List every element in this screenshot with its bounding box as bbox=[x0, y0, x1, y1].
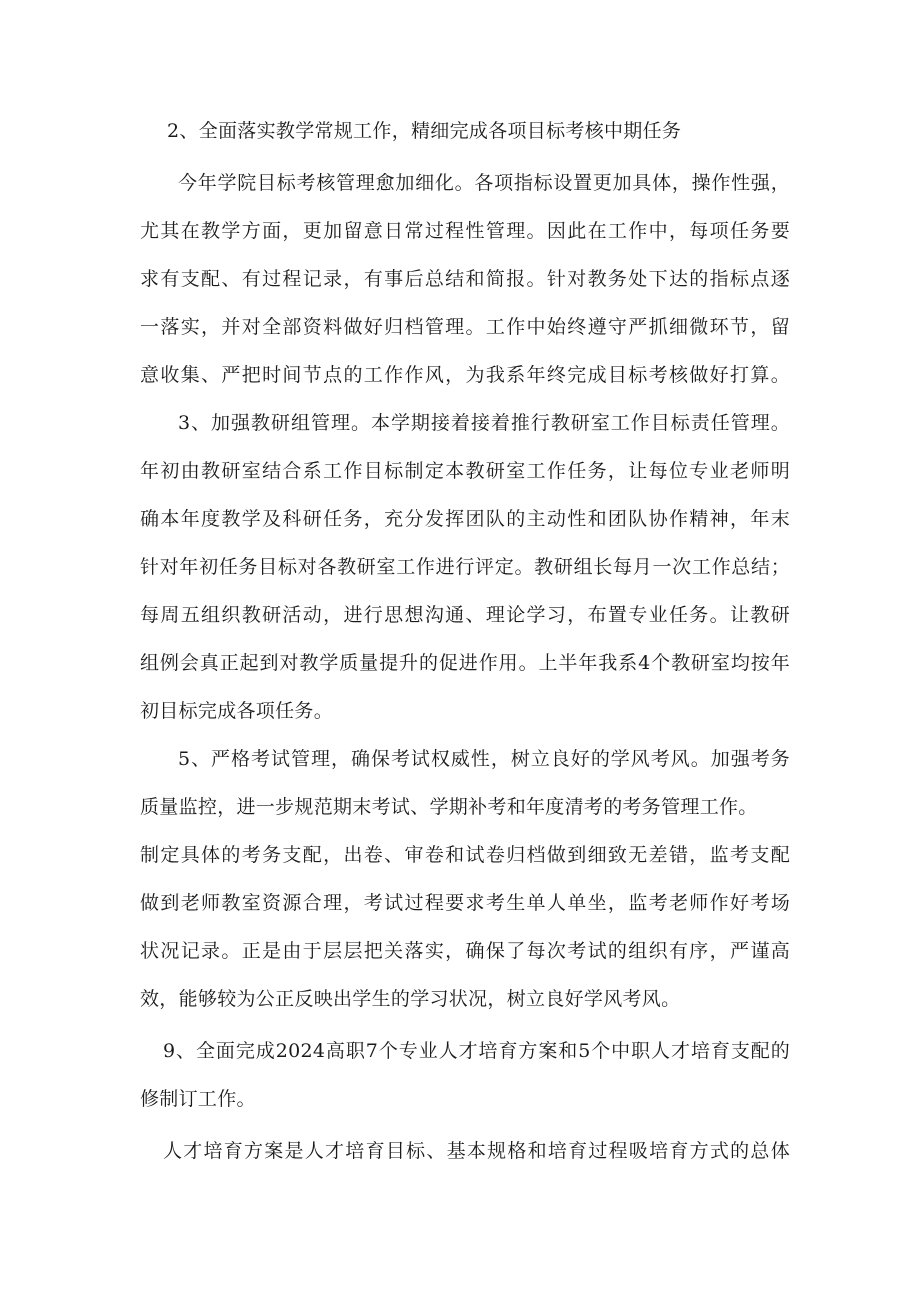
text-line: 组例会真正起到对教学质量提升的促进作用。上半年我系4个教研室均按年 bbox=[140, 652, 790, 674]
text-line: 年初由教研室结合系工作目标制定本教研室工作任务，让每位专业老师明 bbox=[140, 460, 790, 482]
text-line: 今年学院目标考核管理愈加细化。各项指标设置更加具体，操作性强， bbox=[178, 172, 790, 194]
text-line: 状况记录。正是由于层层把关落实，确保了每次考试的组织有序，严谨高 bbox=[140, 940, 790, 962]
text-line: 确本年度教学及科研任务，充分发挥团队的主动性和团队协作精神，年末 bbox=[140, 508, 790, 530]
paragraph-heading: 9、全面完成2024高职7个专业人才培育方案和5个中职人才培育支配的 bbox=[163, 1040, 790, 1062]
text-line: 制定具体的考务支配，出卷、审卷和试卷归档做到细致无差错，监考支配 bbox=[140, 844, 790, 866]
text-line: 意收集、严把时间节点的工作作风，为我系年终完成目标考核做好打算。 bbox=[140, 364, 790, 386]
text-line: 做到老师教室资源合理，考试过程要求考生单人单坐，监考老师作好考场 bbox=[140, 892, 790, 914]
text-line: 尤其在教学方面，更加留意日常过程性管理。因此在工作中，每项任务要 bbox=[140, 220, 790, 242]
text-line: 修制订工作。 bbox=[140, 1088, 256, 1110]
text-line: 效，能够较为公正反映出学生的学习状况，树立良好学风考风。 bbox=[140, 988, 681, 1010]
paragraph-heading: 3、加强教研组管理。本学期接着接着推行教研室工作目标责任管理。 bbox=[178, 412, 790, 434]
text-line: 质量监控，进一步规范期末考试、学期补考和年度清考的考务管理工作。 bbox=[140, 796, 758, 818]
text-line: 人才培育方案是人才培育目标、基本规格和培育过程吸培育方式的总体 bbox=[163, 1140, 790, 1162]
text-line: 一落实，并对全部资料做好归档管理。工作中始终遵守严抓细微环节，留 bbox=[140, 316, 790, 338]
text-line: 每周五组织教研活动，进行思想沟通、理论学习，布置专业任务。让教研 bbox=[140, 604, 790, 626]
text-line: 求有支配、有过程记录，有事后总结和简报。针对教务处下达的指标点逐 bbox=[140, 268, 790, 290]
text-line: 初目标完成各项任务。 bbox=[140, 700, 334, 722]
text-line: 针对年初任务目标对各教研室工作进行评定。教研组长每月一次工作总结； bbox=[140, 556, 790, 578]
paragraph-heading: 5、严格考试管理，确保考试权威性，树立良好的学风考风。加强考务 bbox=[178, 748, 790, 770]
paragraph-heading: 2、全面落实教学常规工作，精细完成各项目标考核中期任务 bbox=[167, 120, 682, 142]
